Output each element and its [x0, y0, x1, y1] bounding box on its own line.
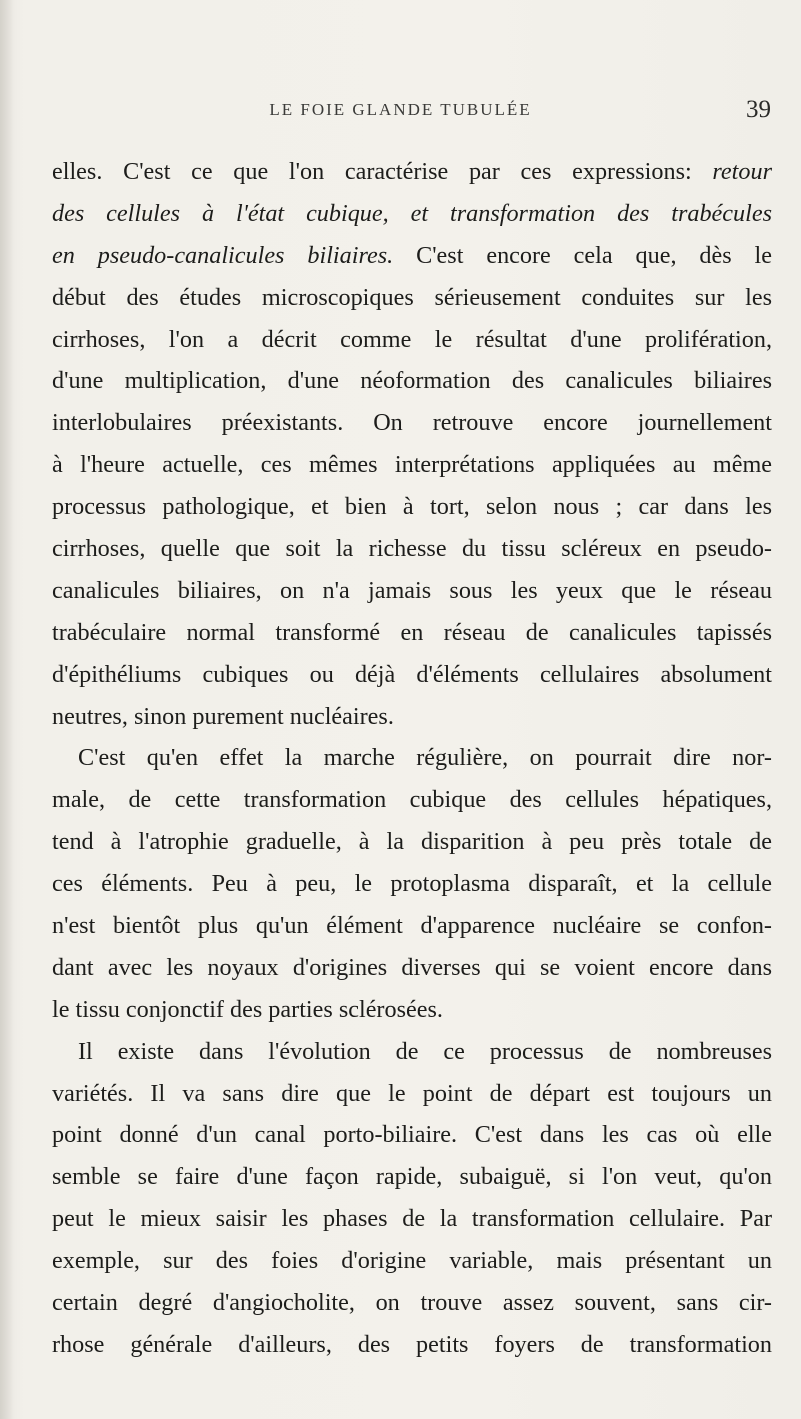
- text-line: peut le mieux saisir les phases de la transformation cellulaire. Par: [52, 1205, 772, 1233]
- text-line: elles. C'est ce que l'on caractérise par ces expressions: retour: [52, 158, 772, 185]
- text-line: semble se faire d'une façon rapide, subaiguë, si l'on veut, qu'on: [52, 1163, 772, 1191]
- text-line: exemple, sur des foies d'origine variable, mais présentant un: [52, 1247, 772, 1275]
- text-line: cirrhoses, quelle que soit la richesse du tissu scléreux en pseudo-: [52, 535, 772, 563]
- text-line: dant avec les noyaux d'origines diverses qui se voient encore dans: [52, 953, 772, 981]
- text-line: des cellules à l'état cubique, et transformation des trabécules: [52, 199, 772, 227]
- text-line: le tissu conjonctif des parties sclérosées.: [52, 995, 443, 1023]
- running-head: LE FOIE GLANDE TUBULÉE: [269, 100, 532, 119]
- text-line: début des études microscopiques sérieusement conduites sur les: [52, 283, 772, 311]
- text-line: processus pathologique, et bien à tort, selon nous ; car dans les: [52, 493, 772, 521]
- text-line: d'une multiplication, d'une néoformation des canalicules biliaires: [52, 367, 772, 395]
- text-line: certain degré d'angiocholite, on trouve assez souvent, sans cir-: [52, 1289, 772, 1317]
- text-line: point donné d'un canal porto-biliaire. C'est dans les cas où elle: [52, 1121, 772, 1149]
- page-number: 39: [746, 96, 771, 123]
- binding-shadow: [0, 0, 14, 1419]
- text-line: en pseudo-canalicules biliaires. C'est encore cela que, dès le: [52, 241, 772, 269]
- page-header: [0, 96, 801, 126]
- text-line: d'épithéliums cubiques ou déjà d'éléments cellulaires absolument: [52, 660, 772, 688]
- text-line: rhose générale d'ailleurs, des petits foyers de transformation: [52, 1330, 772, 1358]
- body-text: [52, 151, 772, 1366]
- text-line: à l'heure actuelle, ces mêmes interprétations appliquées au même: [52, 451, 772, 479]
- text-line: canalicules biliaires, on n'a jamais sous les yeux que le réseau: [52, 576, 772, 604]
- text-line: male, de cette transformation cubique des cellules hépatiques,: [52, 786, 772, 814]
- text-line: C'est qu'en effet la marche régulière, on pourrait dire nor-: [78, 744, 772, 772]
- text-line: trabéculaire normal transformé en réseau de canalicules tapissés: [52, 618, 772, 646]
- text-line: ces éléments. Peu à peu, le protoplasma disparaît, et la cellule: [52, 870, 772, 898]
- text-line: n'est bientôt plus qu'un élément d'apparence nucléaire se confon-: [52, 912, 772, 940]
- text-line: neutres, sinon purement nucléaires.: [52, 702, 394, 730]
- text-line: cirrhoses, l'on a décrit comme le résultat d'une prolifération,: [52, 325, 772, 353]
- text-line: tend à l'atrophie graduelle, à la disparition à peu près totale de: [52, 828, 772, 856]
- text-line: interlobulaires préexistants. On retrouve encore journellement: [52, 409, 772, 437]
- text-line: variétés. Il va sans dire que le point de départ est toujours un: [52, 1079, 772, 1107]
- text-line: Il existe dans l'évolution de ce processus de nombreuses: [78, 1037, 772, 1065]
